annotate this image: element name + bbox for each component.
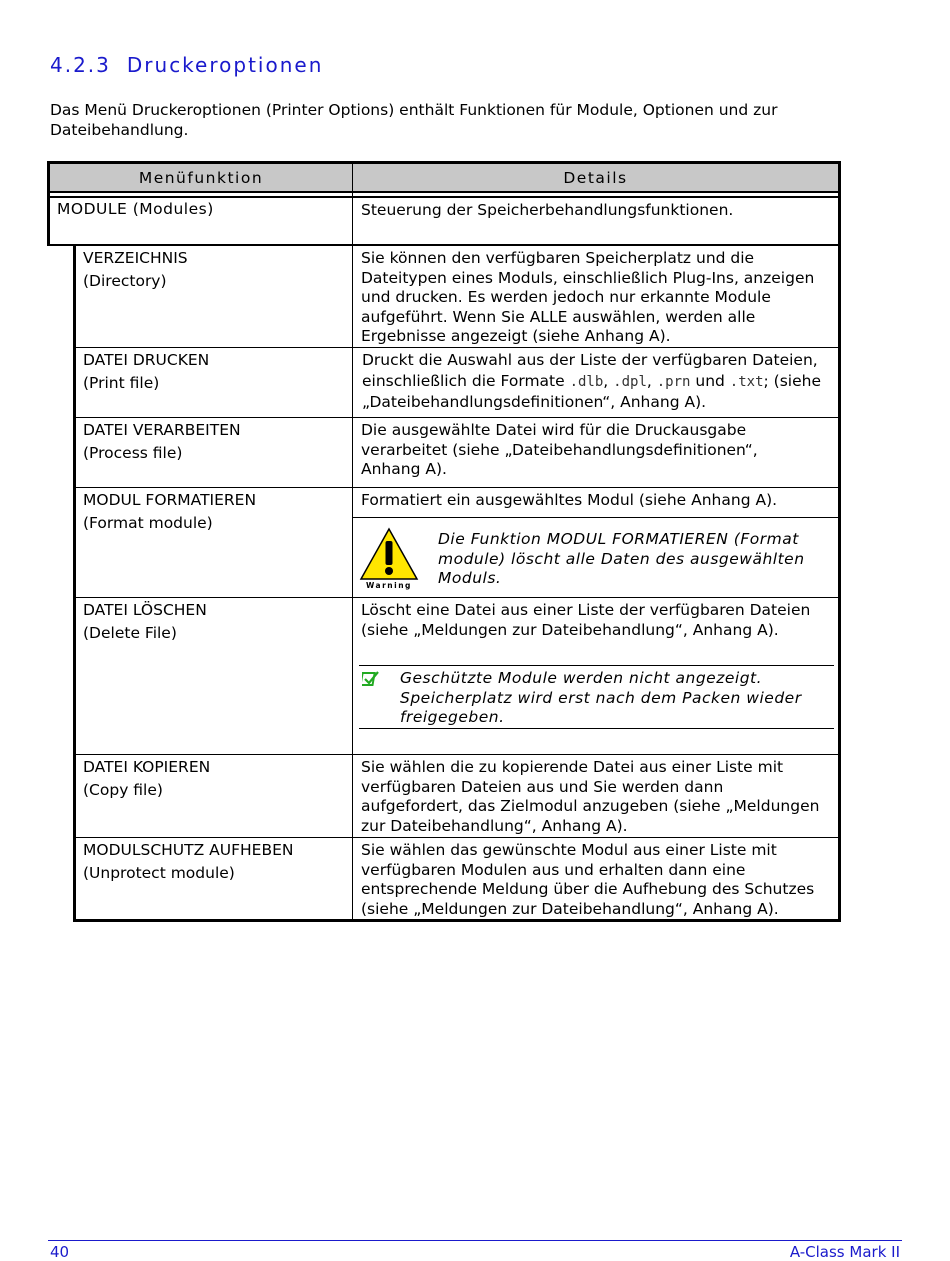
row-details: Formatiert ein ausgewähltes Modul (siehe Anhang A). [361,491,778,509]
section-title [50,53,323,77]
warning-icon [359,527,423,591]
intro-paragraph: Das Menü Druckeroptionen (Printer Options) enthält Funktionen für Module, Optionen und zur Dateibehandlung. [50,101,778,139]
row-menu-english: (Print file) [83,374,160,392]
row-details: Löscht eine Datei aus einer Liste der verfügbaren Dateien (siehe „Meldungen zur Dateibehandlung“, Anhang A). [361,601,811,639]
section-number: 4.2.3 [50,53,111,77]
row-menu-label: DATEI LÖSCHEN [83,601,207,619]
header-menu-function: Menüfunktion [138,169,264,187]
row-menu-label: MODUL FORMATIEREN [83,491,257,509]
section-title-text: Druckeroptionen [126,53,324,77]
row-menu-english: (Unprotect module) [83,864,235,882]
row-details: Sie wählen das gewünschte Modul aus einer Liste mit verfügbaren Modulen aus und erhalten dann eine entsprechende Meldung über die Aufhebung des Schutzes (siehe „Meldungen zur Dateibehandlung“, Anhang A). [361,841,815,918]
module-row-details: Steuerung der Speicherbehandlungsfunktionen. [361,201,734,219]
note-text: Geschützte Module werden nicht angezeigt. Speicherplatz wird erst nach dem Packen wieder freigegeben. [400,669,802,726]
row-menu-label: MODULSCHUTZ AUFHEBEN [83,841,294,859]
row-menu-english: (Delete File) [83,624,177,642]
row-menu-english: (Process file) [83,444,183,462]
module-row-menu: MODULE (Modules) [57,200,214,218]
row-details: Sie wählen die zu kopierende Datei aus einer Liste mit verfügbaren Dateien aus und Sie werden dann aufgefordert, das Zielmodul anzugeben (siehe „Meldungen zur Dateibehandlung“, Anhang A). [361,758,820,835]
row-menu-label: DATEI KOPIEREN [83,758,211,776]
warning-text: Die Funktion MODUL FORMATIEREN (Format module) löscht alle Daten des ausgewählten Moduls. [438,530,805,587]
row-details: Sie können den verfügbaren Speicherplatz und die Dateitypen eines Moduls, einschließlich Plug-Ins, anzeigen und drucken. Es werden jedoch nur erkannte Module aufgeführt. Wenn Sie ALLE auswählen, werden alle Ergebnisse angezeigt (siehe Anhang A). [361,249,815,345]
footer-divider [48,1240,902,1241]
row-menu-label: DATEI DRUCKEN [83,351,210,369]
row-menu-label: DATEI VERARBEITEN [83,421,241,439]
row-menu-english: (Copy file) [83,781,163,799]
row-menu-english: (Directory) [83,272,167,290]
footer-product-name: A-Class Mark II [789,1243,900,1261]
warning-label: Warning [366,581,412,590]
checkbox-note-icon [362,671,380,687]
row-details: Druckt die Auswahl aus der Liste der verfügbaren Dateien, einschließlich die Formate .dlb, .dpl, .prn und .txt; (siehe „Dateibehandlungsdefinitionen“, Anhang A). [362,351,821,411]
page-number: 40 [50,1243,70,1261]
row-menu-label: VERZEICHNIS [83,249,188,267]
row-details: Die ausgewählte Datei wird für die Druckausgabe verarbeitet (siehe „Dateibehandlungsdefinitionen“, Anhang A). [361,421,758,478]
header-details: Details [563,169,628,187]
row-menu-english: (Format module) [83,514,213,532]
